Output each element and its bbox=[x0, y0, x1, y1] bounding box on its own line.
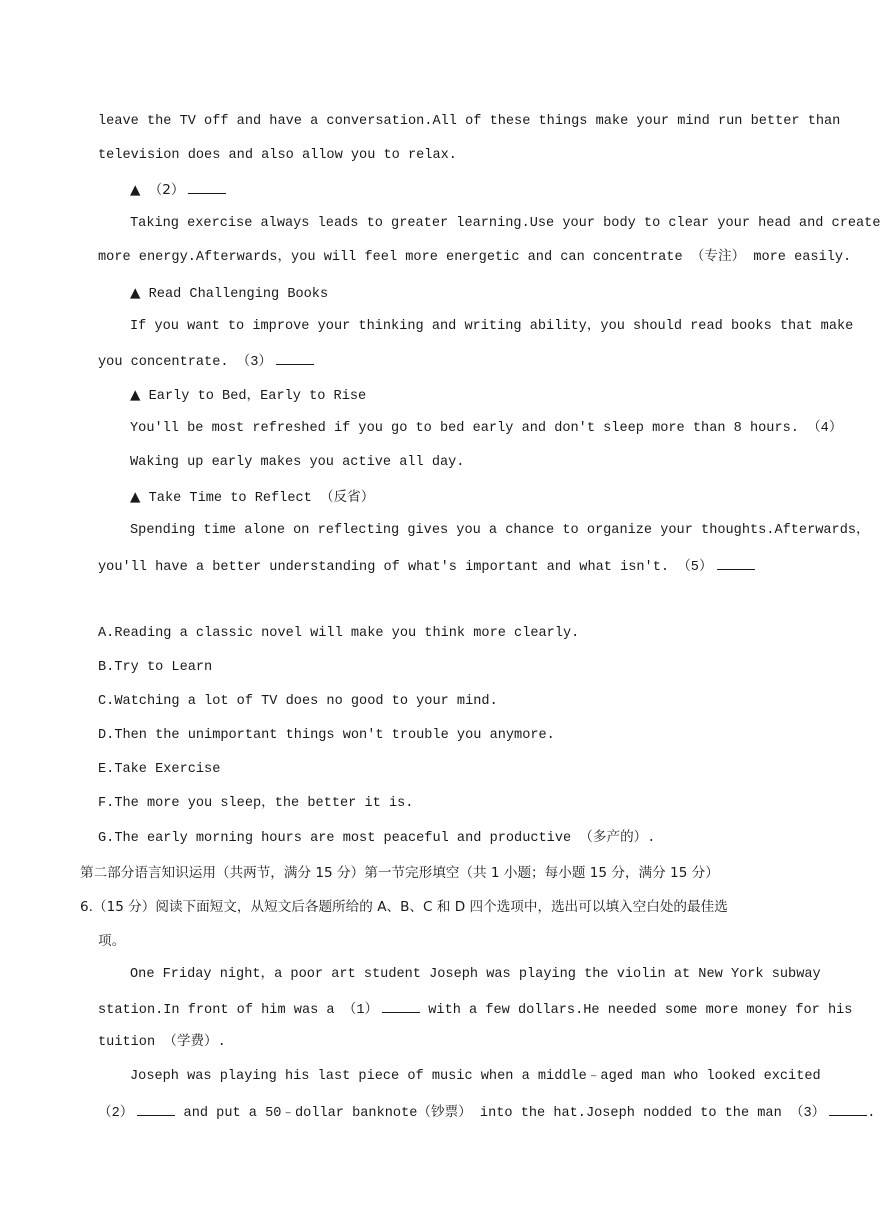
section-heading-4: ▲ Early to Bed，Early to Rise bbox=[130, 387, 367, 404]
section-heading-5: ▲ Take Time to Reflect （反省） bbox=[130, 489, 375, 506]
triangle-icon: ▲ bbox=[130, 182, 141, 198]
answer-blank bbox=[382, 1000, 420, 1013]
triangle-icon: ▲ bbox=[130, 285, 141, 301]
triangle-icon: ▲ bbox=[130, 387, 141, 403]
answer-blank bbox=[829, 1103, 867, 1116]
answer-blank bbox=[717, 557, 755, 570]
text-line: more energy.Afterwards，you will feel more energetic and can concentrate （专注） more easily. bbox=[98, 250, 852, 265]
option-item: D.Then the unimportant things won't trouble you anymore. bbox=[98, 728, 555, 743]
text-line: you'll have a better understanding of what's important and what isn't. （5） bbox=[98, 557, 755, 577]
text-line: （2） and put a 50﹣dollar banknote（钞票） into the hat.Joseph nodded to the man （3） . bbox=[98, 1103, 875, 1123]
triangle-icon: ▲ bbox=[130, 489, 141, 505]
section-heading-2: ▲ （2） bbox=[130, 181, 226, 201]
text-line: tuition （学费）. bbox=[98, 1035, 226, 1050]
text-line: you concentrate. （3） bbox=[98, 352, 314, 372]
option-item: G.The early morning hours are most peaceful and productive （多产的）. bbox=[98, 831, 656, 846]
section-heading-3: ▲ Read Challenging Books bbox=[130, 285, 329, 302]
text-line: You'll be most refreshed if you go to bed early and don't sleep more than 8 hours. （4） bbox=[130, 421, 843, 436]
text-line: station.In front of him was a （1） with a few dollars.He needed some more money for his bbox=[98, 1000, 852, 1020]
text-line: Joseph was playing his last piece of music when a middle﹣aged man who looked excited bbox=[130, 1069, 821, 1084]
text-line: Taking exercise always leads to greater learning.Use your body to clear your head and create bbox=[130, 216, 881, 231]
question-6-stem: 6.（15 分）阅读下面短文，从短文后各题所给的 A、B、C 和 D 四个选项中，选出可以填入空白处的最佳选 bbox=[80, 899, 728, 915]
option-item: F.The more you sleep，the better it is. bbox=[98, 796, 414, 811]
text-line: leave the TV off and have a conversation.All of these things make your mind run better than bbox=[98, 114, 841, 129]
option-item: C.Watching a lot of TV does no good to your mind. bbox=[98, 694, 498, 709]
text-line: Spending time alone on reflecting gives you a chance to organize your thoughts.Afterwards， bbox=[130, 523, 870, 538]
answer-blank bbox=[137, 1103, 175, 1116]
option-item: E.Take Exercise bbox=[98, 762, 221, 777]
question-6-stem-cont: 项。 bbox=[98, 933, 126, 949]
text-line: television does and also allow you to relax. bbox=[98, 148, 457, 163]
text-line: Waking up early makes you active all day. bbox=[130, 455, 465, 470]
answer-blank bbox=[276, 352, 314, 365]
text-line: If you want to improve your thinking and writing ability，you should read books that make bbox=[130, 319, 854, 334]
option-item: B.Try to Learn bbox=[98, 660, 213, 675]
section-heading: 第二部分语言知识运用（共两节，满分 15 分）第一节完形填空（共 1 小题；每小题 15 分，满分 15 分） bbox=[80, 865, 719, 881]
answer-blank bbox=[188, 181, 226, 194]
option-item: A.Reading a classic novel will make you think more clearly. bbox=[98, 626, 580, 641]
text-line: One Friday night，a poor art student Joseph was playing the violin at New York subway bbox=[130, 967, 821, 982]
